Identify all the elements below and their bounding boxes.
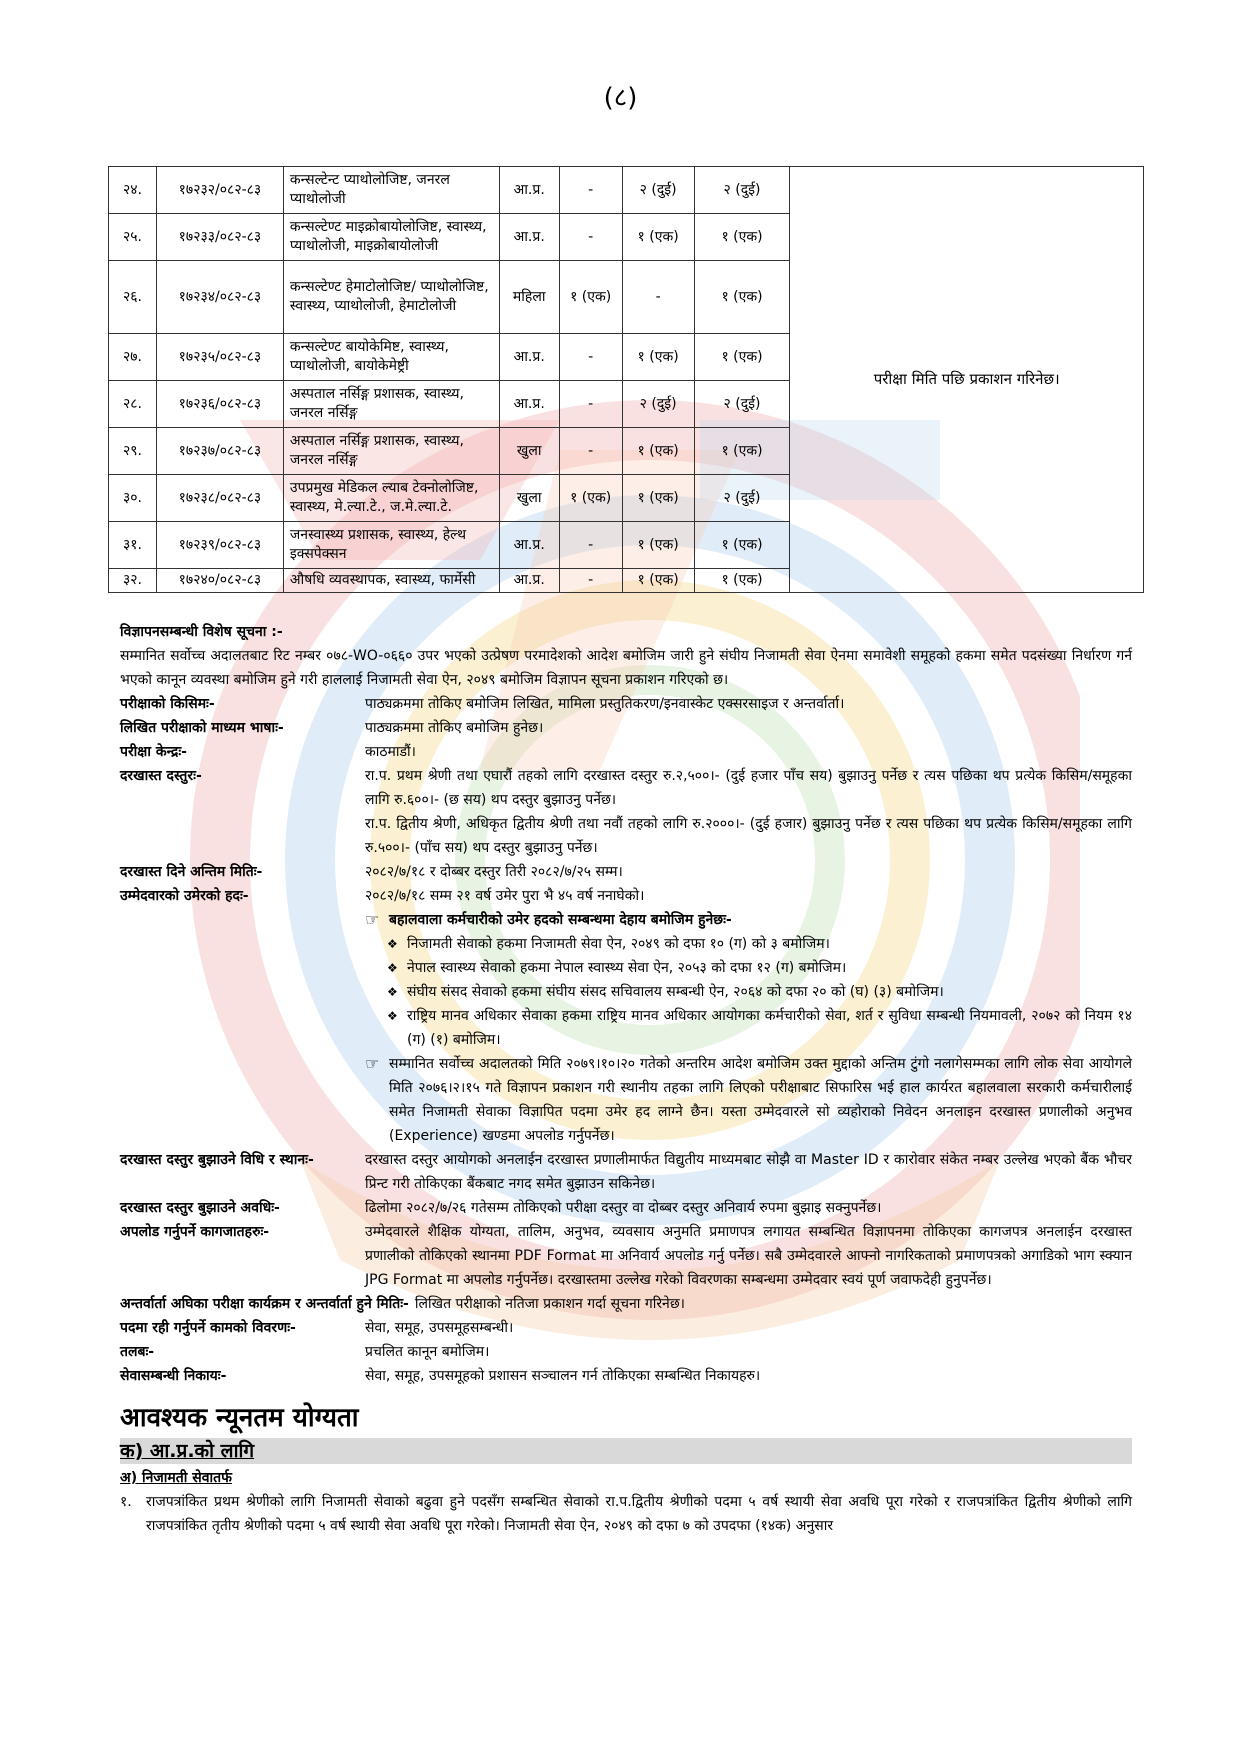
payment-method-value: दरखास्त दस्तुर आयोगको अनलाईन दरखास्त प्रणालीमार्फत विद्युतीय माध्यमबाट सोझै वा Master ID र कारोवार संकेत नम्बर उल्लेख भएको बैंक भौचर प्रिन्ट गरी तोकिएका बैंकबाट नगद समेत बुझाउन सकिनेछ। (365, 1152, 1132, 1192)
row-sn: २४. (109, 167, 157, 214)
row-total: १ (एक) (694, 334, 790, 381)
payment-period-value: ढिलोमा २०८२/७/२६ गतेसम्म तोकिएको परीक्षा दस्तुर वा दोब्बर दस्तुर अनिवार्य रुपमा बुझाइ सक्नुपर्नेछ। (365, 1200, 882, 1216)
row-sn: २६. (109, 261, 157, 334)
row-count-2: - (622, 261, 694, 334)
salary-row (120, 1340, 1132, 1364)
row-count-2: २ (दुई) (622, 381, 694, 428)
row-total: १ (एक) (694, 261, 790, 334)
row-total: १ (एक) (694, 522, 790, 569)
notice-text: सम्मानित सर्वोच्च अदालतबाट रिट नम्बर ०७८-WO-०६६० उपर भएको उत्प्रेषण परमादेशको आदेश बमोजिम जारी हुने संघीय निजामती सेवा ऐनमा समावेशी समूहको हकमा समेत पदसंख्या निर्धारण गर्न भएको कानून व्यवस्था बमोजिम हुने गरी हाललाई निजामती सेवा ऐन, २०४९ बमोजिम विज्ञापन सूचना प्रकाशन गरिएको छ। (120, 648, 1132, 688)
qualification-section: क) आ.प्र.को लागि (120, 1438, 1132, 1464)
row-title: अस्पताल नर्सिङ्ग प्रशासक, स्वास्थ्य, जनरल नर्सिङ्ग (283, 428, 499, 475)
row-count-1: १ (एक) (559, 475, 622, 522)
row-code: १७२३६/०८२-८३ (156, 381, 283, 428)
qualification-sub-section: अ) निजामती सेवातर्फ (120, 1470, 232, 1486)
item-text: राजपत्रांकित प्रथम श्रेणीको लागि निजामती सेवाको बढुवा हुने पदसँग सम्बन्धित सेवाको रा.प.द्वितीय श्रेणीको पदमा ५ वर्ष स्थायी सेवा अवधि पूरा गरेको र राजपत्रांकित द्वितीय श्रेणीको लागि राजपत्रांकित तृतीय श्रेणीको पदमा ५ वर्ष स्थायी सेवा अवधि पूरा गरेको। निजामती सेवा ऐन, २०४९ को दफा ७ को उपदफा (१४क) अनुसार (146, 1494, 1132, 1534)
row-group: आ.प्र. (499, 214, 559, 261)
row-count-2: १ (एक) (622, 214, 694, 261)
row-count-1: १ (एक) (559, 261, 622, 334)
exam-date-note: परीक्षा मिति पछि प्रकाशन गरिनेछ। (790, 167, 1144, 593)
agency-row (120, 1364, 1132, 1388)
table-row (109, 167, 1144, 214)
row-title: अस्पताल नर्सिङ्ग प्रशासक, स्वास्थ्य, जनरल नर्सिङ्ग (283, 381, 499, 428)
deadline-row (120, 860, 1132, 884)
payment-period-row (120, 1196, 1132, 1220)
row-sn: २५. (109, 214, 157, 261)
row-count-2: १ (एक) (622, 475, 694, 522)
row-sn: २८. (109, 381, 157, 428)
agency-value: सेवा, समूह, उपसमूहको प्रशासन सञ्चालन गर्न तोकिएका सम्बन्धित निकायहरु। (365, 1368, 761, 1384)
item-number: १. (120, 1494, 132, 1510)
centre-value: काठमाडौं। (365, 744, 416, 760)
row-sn: ३०. (109, 475, 157, 522)
fee-value-1: रा.प. प्रथम श्रेणी तथा एघारौं तहको लागि दरखास्त दस्तुर रु.२,५००।- (दुई हजार पाँच सय) बुझाउनु पर्नेछ र त्यस पछिका थप प्रत्येक किसिम/समूहका लागि रु.६००।- (छ सय) थप दस्तुर बुझाउनु पर्नेछ। (365, 768, 1132, 808)
interview-value: लिखित परीक्षाको नतिजा प्रकाशन गर्दा सूचना गरिनेछ। (414, 1296, 685, 1312)
row-total: १ (एक) (694, 428, 790, 475)
fee-label: दरखास्त दस्तुरः- (120, 768, 202, 784)
age-sub-head: ☞ बहालवाला कर्मचारीको उमेर हदको सम्बन्धमा देहाय बमोजिम हुनेछः- (365, 908, 1132, 932)
row-title: कन्सल्टेण्ट हेमाटोलोजिष्ट/ प्याथोलोजिष्ट, स्वास्थ्य, प्याथोलोजी, हेमाटोलोजी (283, 261, 499, 334)
exam-type-row (120, 692, 1132, 716)
row-code: १७२३९/०८२-८३ (156, 522, 283, 569)
row-sn: ३२. (109, 569, 157, 593)
row-group: खुला (499, 428, 559, 475)
row-count-2: १ (एक) (622, 428, 694, 475)
fee-row (120, 764, 1132, 860)
age-bullet-list (365, 932, 1132, 1052)
salary-value: प्रचलित कानून बमोजिम। (365, 1344, 490, 1360)
upload-value: उम्मेदवारले शैक्षिक योग्यता, तालिम, अनुभव, व्यवसाय अनुमति प्रमाणपत्र लगायत सम्बन्धित विज्ञापनमा तोकिएका कागजपत्र अनलाईन दरखास्त प्रणालीको तोकिएको स्थानमा PDF Format मा अनिवार्य अपलोड गर्नु पर्नेछ। सबै उम्मेदवारले आफ्नो नागरिकताको प्रमाणपत्रको अगाडिको भाग स्क्यान JPG Format मा अपलोड गर्नुपर्नेछ। दरखास्तमा उल्लेख गरेको विवरणका सम्बन्धमा उम्मेदवार स्वयं पूर्ण जवाफदेही हुनुपर्नेछ। (365, 1224, 1132, 1288)
row-code: १७२४०/०८२-८३ (156, 569, 283, 593)
row-title: कन्सल्टेन्ट प्याथोलोजिष्ट, जनरल प्याथोलोजी (283, 167, 499, 214)
qualification-item (120, 1490, 1132, 1538)
duty-value: सेवा, समूह, उपसमूहसम्बन्धी। (365, 1320, 514, 1336)
payment-method-row (120, 1148, 1132, 1196)
row-total: २ (दुई) (694, 381, 790, 428)
exam-type-label: परीक्षाको किसिमः- (120, 696, 215, 712)
notice-content (120, 620, 1132, 1538)
duty-row (120, 1316, 1132, 1340)
row-code: १७२३८/०८२-८३ (156, 475, 283, 522)
row-group: आ.प्र. (499, 167, 559, 214)
row-sn: ३१. (109, 522, 157, 569)
age-value: २०८२/७/१८ सम्म २१ वर्ष उमेर पुरा भै ४५ वर्ष ननाघेको। (365, 888, 645, 904)
notice-heading: विज्ञापनसम्बन्धी विशेष सूचना :- (120, 624, 283, 640)
row-title: जनस्वास्थ्य प्रशासक, स्वास्थ्य, हेल्थ इक्सपेक्सन (283, 522, 499, 569)
row-title: कन्सल्टेण्ट बायोकेमिष्ट, स्वास्थ्य, प्याथोलोजी, बायोकेमेष्ट्री (283, 334, 499, 381)
row-sn: २७. (109, 334, 157, 381)
row-count-1: - (559, 428, 622, 475)
list-item: ❖ निजामती सेवाको हकमा निजामती सेवा ऐन, २०४९ को दफा १० (ग) को ३ बमोजिम। (387, 932, 1132, 956)
duty-label: पदमा रही गर्नुपर्ने कामको विवरणः- (120, 1320, 296, 1336)
row-code: १७२३३/०८२-८३ (156, 214, 283, 261)
row-count-1: - (559, 522, 622, 569)
interview-label: अन्तर्वार्ता अघिका परीक्षा कार्यक्रम र अन्तर्वार्ता हुने मितिः- (120, 1296, 409, 1312)
medium-row (120, 716, 1132, 740)
row-group: आ.प्र. (499, 381, 559, 428)
upload-label: अपलोड गर्नुपर्ने कागजातहरुः- (120, 1224, 270, 1240)
list-item: ❖ राष्ट्रिय मानव अधिकार सेवाका हकमा राष्ट्रिय मानव अधिकार आयोगका कर्मचारीको सेवा, शर्त र सुविधा सम्बन्धी नियमावली, २०७२ को नियम १४ (ग) (१) बमोजिम। (387, 1004, 1132, 1052)
row-count-1: - (559, 167, 622, 214)
interview-row (120, 1292, 1132, 1316)
medium-value: पाठ्यक्रममा तोकिए बमोजिम हुनेछ। (365, 720, 544, 736)
page-number: (८) (603, 83, 638, 113)
row-code: १७२३७/०८२-८३ (156, 428, 283, 475)
post-table (108, 166, 1144, 593)
row-total: १ (एक) (694, 214, 790, 261)
payment-method-label: दरखास्त दस्तुर बुझाउने विधि र स्थानः- (120, 1152, 314, 1168)
list-item: ❖ संघीय संसद सेवाको हकमा संघीय संसद सचिवालय सम्बन्धी ऐन, २०६४ को दफा २० को (घ) (३) बमोजिम। (387, 980, 1132, 1004)
payment-period-label: दरखास्त दस्तुर बुझाउने अवधिः- (120, 1200, 280, 1216)
centre-row (120, 740, 1132, 764)
row-total: २ (दुई) (694, 475, 790, 522)
age-row (120, 884, 1132, 1148)
deadline-value: २०८२/७/१८ र दोब्बर दस्तुर तिरी २०८२/७/२५ सम्म। (365, 864, 623, 880)
row-count-1: - (559, 381, 622, 428)
row-title: कन्सल्टेण्ट माइक्रोबायोलोजिष्ट, स्वास्थ्य, प्याथोलोजी, माइक्रोबायोलोजी (283, 214, 499, 261)
row-count-1: - (559, 214, 622, 261)
salary-label: तलबः- (120, 1344, 155, 1360)
row-group: महिला (499, 261, 559, 334)
row-total: २ (दुई) (694, 167, 790, 214)
age-label: उम्मेदवारको उमेरको हदः- (120, 888, 249, 904)
fee-value-2: रा.प. द्वितीय श्रेणी, अधिकृत द्वितीय श्रेणी तथा नवौं तहको लागि रु.२०००।- (दुई हजार) बुझाउनु पर्नेछ र त्यस पछिका थप प्रत्येक किसिम/समूहका लागि रु.५००।- (पाँच सय) थप दस्तुर बुझाउनु पर्नेछ। (365, 816, 1132, 856)
row-count-1: - (559, 569, 622, 593)
row-code: १७२३४/०८२-८३ (156, 261, 283, 334)
row-group: खुला (499, 475, 559, 522)
centre-label: परीक्षा केन्द्रः- (120, 744, 187, 760)
row-count-2: १ (एक) (622, 522, 694, 569)
row-count-2: १ (एक) (622, 334, 694, 381)
row-count-2: २ (दुई) (622, 167, 694, 214)
row-title: औषधि व्यवस्थापक, स्वास्थ्य, फार्मेसी (283, 569, 499, 593)
list-item: ❖ नेपाल स्वास्थ्य सेवाको हकमा नेपाल स्वास्थ्य सेवा ऐन, २०५३ को दफा १२ (ग) बमोजिम। (387, 956, 1132, 980)
row-sn: २९. (109, 428, 157, 475)
row-title: उपप्रमुख मेडिकल ल्याब टेक्नोलोजिष्ट, स्वास्थ्य, मे.ल्या.टे., ज.मे.ल्या.टे. (283, 475, 499, 522)
deadline-label: दरखास्त दिने अन्तिम मितिः- (120, 864, 263, 880)
row-group: आ.प्र. (499, 569, 559, 593)
exam-type-value: पाठ्यक्रममा तोकिए बमोजिम लिखित, मामिला प्रस्तुतिकरण/इनवास्केट एक्सरसाइज र अन्तर्वार्ता। (365, 696, 845, 712)
row-code: १७२३२/०८२-८३ (156, 167, 283, 214)
row-group: आ.प्र. (499, 522, 559, 569)
upload-row (120, 1220, 1132, 1292)
row-count-1: - (559, 334, 622, 381)
qualification-title: आवश्यक न्यूनतम योग्यता (120, 1403, 359, 1433)
row-code: १७२३५/०८२-८३ (156, 334, 283, 381)
agency-label: सेवासम्बन्धी निकायः- (120, 1368, 227, 1384)
medium-label: लिखित परीक्षाको माध्यम भाषाः- (120, 720, 284, 736)
row-count-2: १ (एक) (622, 569, 694, 593)
row-group: आ.प्र. (499, 334, 559, 381)
row-total: १ (एक) (694, 569, 790, 593)
age-court-note: ☞ सम्मानित सर्वोच्च अदालतको मिति २०७९।१०।२० गतेको अन्तरिम आदेश बमोजिम उक्त मुद्दाको अन्तिम टुंगो नलागेसम्मका लागि लोक सेवा आयोगले मिति २०७६।२।१५ गते विज्ञापन प्रकाशन गरी स्थानीय तहका लागि लिएको परीक्षाबाट सिफारिस भई हाल कार्यरत बहालवाला सरकारी कर्मचारीलाई समेत निजामती सेवाका विज्ञापित पदमा उमेर हद लाग्ने छैन। यस्ता उम्मेदवारले सो व्यहोराको निवेदन अनलाइन दरखास्त प्रणालीको अनुभव (Experience) खण्डमा अपलोड गर्नुपर्नेछ। (365, 1052, 1132, 1148)
